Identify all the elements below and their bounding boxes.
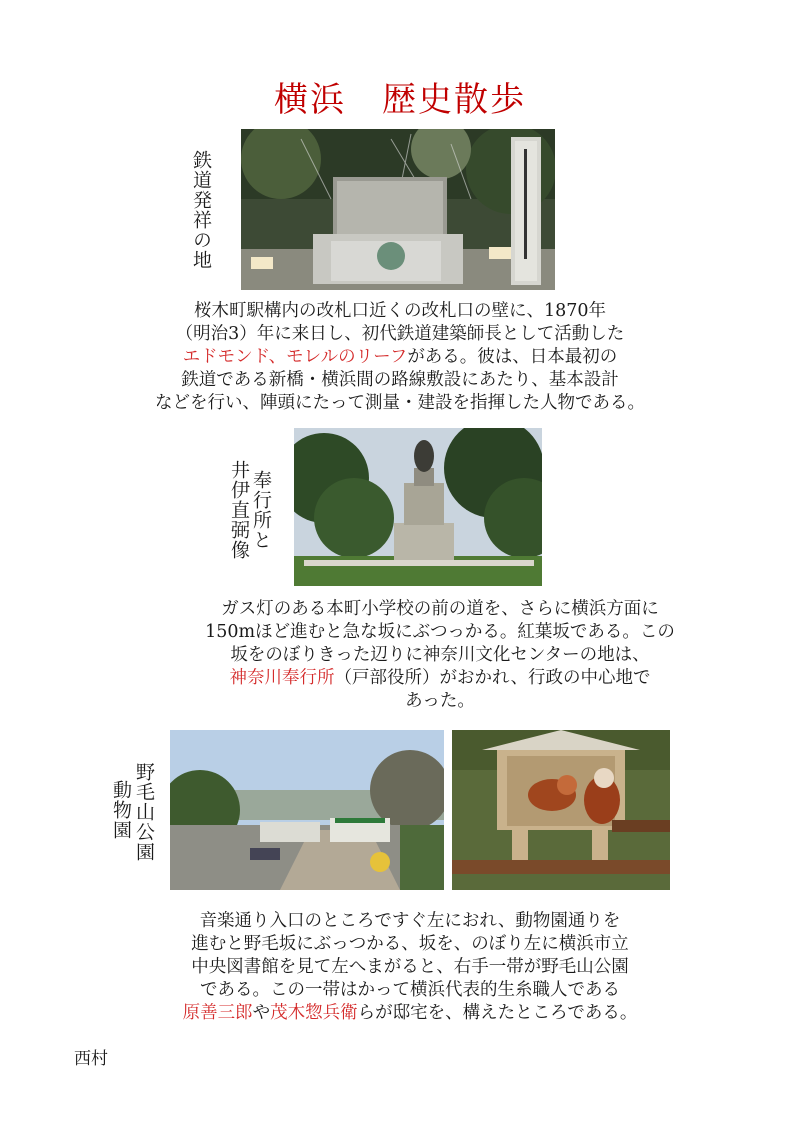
- nogeyama-paragraph: [10, 910, 800, 1025]
- author-name: 西村: [74, 1049, 108, 1069]
- text-segment: らが邸宅を、構えたところである。: [357, 1003, 638, 1023]
- section-label-magistrate-col1: 奉行所と: [250, 470, 272, 550]
- text-line: である。この一帯はかって横浜代表的生糸職人である: [200, 980, 620, 1000]
- text-line: [10, 1002, 800, 1025]
- text-line: 中央図書館を見て左へまがると、右手一帯が野毛山公園: [191, 957, 629, 977]
- text-line: [0, 346, 800, 369]
- text-line: 進むと野毛坂にぶっつかる、坂を、のぼり左に横浜市立: [191, 934, 629, 954]
- text-line: などを行い、陣頭にたって測量・建設を指揮した人物である。: [155, 393, 645, 413]
- red-panda-photo: [452, 730, 670, 890]
- railway-monument-photo: [241, 129, 555, 290]
- text-line: [40, 667, 800, 690]
- text-line: 鉄道である新橋・横浜間の路線敷設にあたり、基本設計: [181, 370, 619, 390]
- text-segment: （戸部役所）がおかれ、行政の中心地で: [334, 668, 651, 688]
- text-line: （明治3）年に来日し、初代鉄道建築師長として活動した: [175, 324, 625, 344]
- highlight-name: 茂木惣兵衛: [270, 1003, 358, 1023]
- highlight-name: 神奈川奉行所: [229, 668, 335, 688]
- magistrate-paragraph: [40, 598, 800, 713]
- text-segment: がある。彼は、日本最初の: [407, 347, 618, 367]
- highlight-name: エドモンド、モレルのリーフ: [182, 347, 408, 367]
- railway-paragraph: [0, 300, 800, 415]
- text-line: 桜木町駅構内の改札口近くの改札口の壁に、1870年: [193, 301, 607, 321]
- text-line: 音楽通り入口のところですぐ左におれ、動物園通りを: [199, 911, 621, 931]
- text-line: あった。: [405, 691, 475, 711]
- page-title: 横浜 歴史散歩: [274, 80, 526, 120]
- text-line: 坂をのぼりきった辺りに神奈川文化センターの地は、: [230, 645, 650, 665]
- section-label-nogeyama-col1: 野毛山公園: [133, 762, 155, 862]
- section-label-nogeyama-col2: 動物園: [110, 780, 132, 840]
- ii-naosuke-statue-photo: [294, 428, 542, 586]
- highlight-name: 原善三郎: [182, 1003, 253, 1023]
- text-segment: や: [252, 1003, 271, 1023]
- section-label-railway: 鉄道発祥の地: [190, 150, 212, 270]
- text-line: ガス灯のある本町小学校の前の道を、さらに横浜方面に: [221, 599, 659, 619]
- text-line: 150mほど進むと急な坂にぶつっかる。紅葉坂である。この: [205, 622, 675, 642]
- section-label-magistrate-col2: 井伊直弼像: [228, 460, 250, 560]
- nogeyama-park-photo: [170, 730, 444, 890]
